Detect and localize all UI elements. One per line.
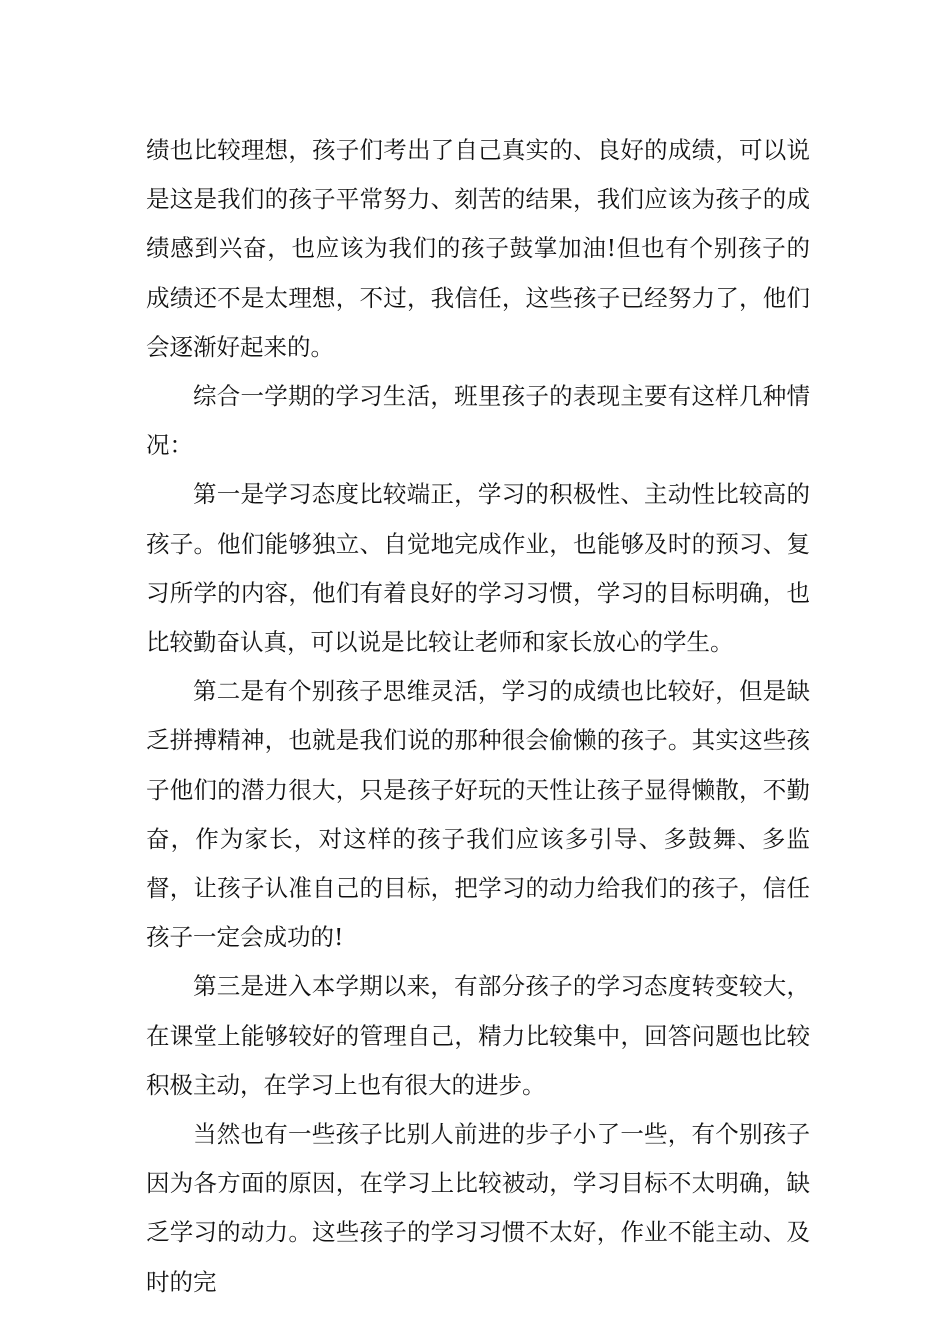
paragraph-4: 第二是有个别孩子思维灵活，学习的成绩也比较好，但是缺乏拼搏精神，也就是我们说的那种很会偷懒的孩子。其实这些孩子他们的潜力很大，只是孩子好玩的天性让孩子显得懒散，不勤奋，作为家长，对这样的孩子我们应该多引导、多鼓舞、多监督，让孩子认准自己的目标，把学习的动力给我们的孩子，信任孩子一定会成功的!	[146, 677, 810, 952]
paragraph-6: 当然也有一些孩子比别人前进的步子小了一些，有个别孩子因为各方面的原因，在学习上比较被动，学习目标不太明确，缺乏学习的动力。这些孩子的学习习惯不太好，作业不能主动、及时的完	[146, 1120, 810, 1296]
paragraph-5: 第三是进入本学期以来，有部分孩子的学习态度转变较大，在课堂上能够较好的管理自己，精力比较集中，回答问题也比较积极主动，在学习上也有很大的进步。	[146, 972, 810, 1099]
document-body	[146, 126, 810, 1307]
paragraph-1: 绩也比较理想，孩子们考出了自己真实的、良好的成绩，可以说是这是我们的孩子平常努力、刻苦的结果，我们应该为孩子的成绩感到兴奋，也应该为我们的孩子鼓掌加油!但也有个别孩子的成绩还不是太理想，不过，我信任，这些孩子已经努力了，他们会逐渐好起来的。	[146, 136, 810, 361]
paragraph-3: 第一是学习态度比较端正，学习的积极性、主动性比较高的孩子。他们能够独立、自觉地完成作业，也能够及时的预习、复习所学的内容，他们有着良好的学习习惯，学习的目标明确，也比较勤奋认真，可以说是比较让老师和家长放心的学生。	[146, 480, 810, 657]
paragraph-2: 综合一学期的学习生活，班里孩子的表现主要有这样几种情况：	[146, 382, 810, 460]
